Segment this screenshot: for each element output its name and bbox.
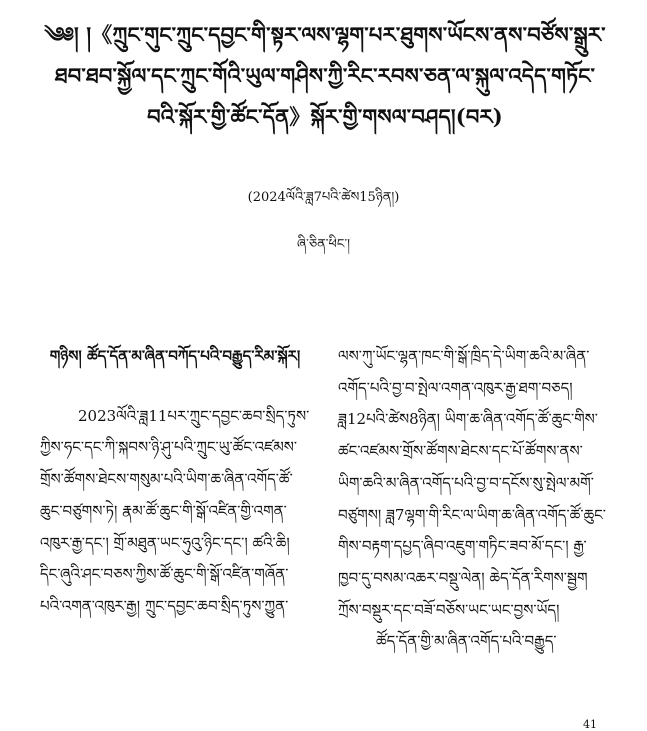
page-number: 41 bbox=[583, 718, 597, 731]
document-date: (2024ལོའི་ཟླ7པའི་ཚེས15ཉིན།) bbox=[247, 190, 400, 205]
section-heading: གཉིས། ཚོད་དོན་མ་ཞིན་བཀོད་པའི་བརྒྱུད་རིམ་སྐོར། bbox=[49, 347, 301, 365]
body-paragraph: ཚོད་དོན་གྱི་མ་ཞིན་འགོད་པའི་བརྒྱུད་ bbox=[376, 632, 557, 651]
left-column bbox=[40, 341, 310, 623]
body-paragraph: ལས་ཀུ་ཡོང་ལྷན་ཁང་གི་སྒོ་ཁྲིད་དེ་ཡིག་ཆའི་མ་ཞིན་འགོད་པའི་བྱ་བ་སྤེལ་འགན་འཁུར་རྒྱ་ཐག་བཅད། ཟླ12པའི་ཚེས8ཉིན། ཡིག་ཆ་ཞིན་འགོད་ཚོ་ཆུང་གིས་ཚང་འཛམས་གྲོས་ཚོགས་ཐེངས་དང་པོ་ཚོགས་ནས་ཡིག་ཆའི་མ་ཞིན་འགོད་པའི་བྱ་བ་དངོས་སུ་སྤེལ་མགོ་བཙུགས། ཟླ7ལྷག་གི་རིང་ལ་ཡིག་ཆ་ཞིན་འགོད་ཚོ་ཆུང་གིས་བརྟག་དཔྱད་ཞིབ་འཇུག་གཏིང་ཟབ་མོ་དང་། རྒྱ་ཁྱབ་དུ་བསམ་འཆར་བསྡུ་ལེན། ཆེད་དོན་རིགས་སྦྱག ཀྲོས་བསྡུར་དང་བཟོ་བཅོས་ཡང་ཡང་བྱས་ཡོད། bbox=[338, 347, 606, 619]
body-paragraph: 2023ལོའི་ཟླ11པར་ཀྲུང་དབྱང་ཆབ་སྲིད་ཏུས་ཀྱིས་ཧང་དང་ཀི་སྐབས་ཉི་ཤུ་པའི་ཀྲུང་ཡུ་ཚོང་འཛམས་གྲོས་ཚོགས་ཐེངས་གསུམ་པའི་ཡིག་ཆ་ཞིན་འགོད་ཚོ་ཆུང་བཙུགས་ཏེ། རྣམ་ཚོ་ཆུང་གི་སྒོ་འཛིན་གྱི་འགན་འཁུར་རྒྱ་དང་། གྲོ་མཐུན་ཡང་ཧུའུ་ཉིང་དང་། ཚའི་ཆི། དིང་ཞུའི་ཤང་བཅས་ཀྱིས་ཚོ་ཆུང་གི་སྒོ་འཛིན་གཞོན་པའི་འགན་འཁུར་རྒྱ། ཀྲུང་དབྱང་ཆབ་སྲིད་ཏུས་ཀྱུན་ bbox=[40, 406, 310, 615]
document-author: ཞི་ཅིན་ཕིང་། bbox=[297, 237, 350, 252]
document-title: ༄༅། །《ཀྲུང་གུང་ཀྲུང་དབྱང་གི་སྟར་ལས་ལྷག་པར་ཐུགས་ཡོངས་ནས་བཙོས་སྒྲུར་ཐབ་ཐབ་སྐྱོལ་དང་ཀྲུང་གོའི་ཡུལ་གཤིས་ཀྱི་རིང་རབས་ཅན་ལ་སྐུལ་འདེད་གཏོང་བའི་སྐོར་གྱི་ཚོང་དོན》སྐོར་གྱི་གསལ་བཤད།(བར) bbox=[44, 22, 606, 129]
right-column bbox=[338, 341, 606, 658]
